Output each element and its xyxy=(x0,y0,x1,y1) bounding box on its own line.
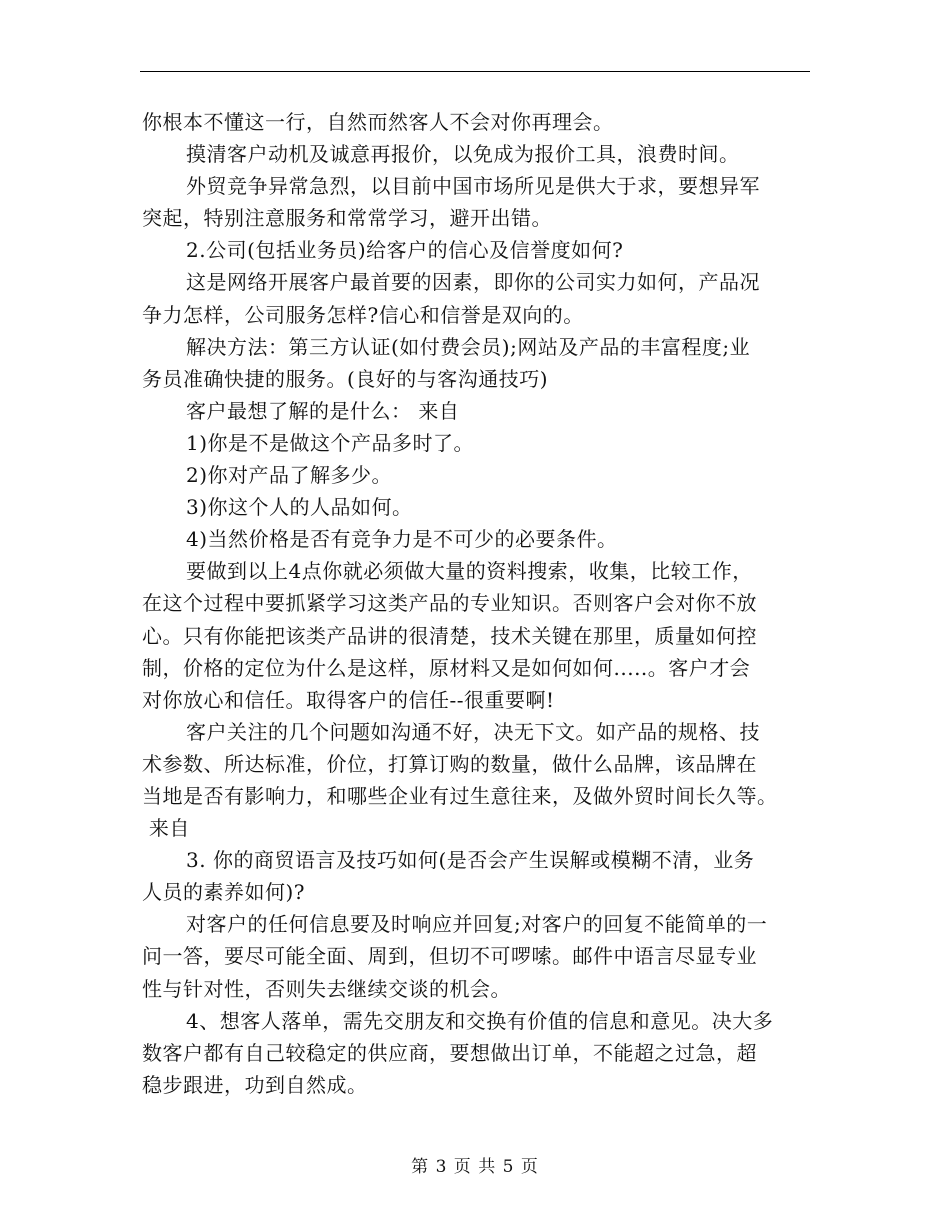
text-line: 数客户都有自己较稳定的供应商，要想做出订单，不能超之过急，超 xyxy=(142,1040,757,1065)
text-line: 来自 xyxy=(142,816,190,841)
header-rule xyxy=(140,71,810,72)
section-heading: 2.公司(包括业务员)给客户的信心及信誉度如何? xyxy=(186,238,624,263)
text-line: 摸清客户动机及诚意再报价，以免成为报价工具，浪费时间。 xyxy=(186,142,740,167)
text-line: 在这个过程中要抓紧学习这类产品的专业知识。否则客户会对你不放 xyxy=(142,591,757,616)
text-line: 对客户的任何信息要及时响应并回复;对客户的回复不能简单的一 xyxy=(186,912,768,937)
text-line: 你根本不懂这一行，自然而然客人不会对你再理会。 xyxy=(142,110,614,134)
text-line: 突起，特别注意服务和常常学习，避开出错。 xyxy=(142,206,552,231)
list-item: 1)你是不是做这个产品多时了。 xyxy=(186,430,475,455)
text-line: 对你放心和信任。取得客户的信任--很重要啊! xyxy=(142,687,555,712)
text-line: 心。只有你能把该类产品讲的很清楚，技术关键在那里，质量如何控 xyxy=(142,623,757,648)
text-line: 要做到以上4点你就必须做大量的资料搜索，收集，比较工作， xyxy=(186,559,753,584)
text-line: 制，价格的定位为什么是这样，原材料又是如何如何.....。客户才会 xyxy=(142,655,751,680)
text-line: 外贸竞争异常急烈，以目前中国市场所见是供大于求，要想异军 xyxy=(186,174,760,199)
text-line: 人员的素养如何)? xyxy=(142,880,306,905)
list-item: 2)你对产品了解多少。 xyxy=(186,463,393,488)
section-heading: 3. 你的商贸语言及技巧如何(是否会产生误解或模糊不清，业务 xyxy=(186,848,755,873)
text-line: 客户最想了解的是什么： 来自 xyxy=(186,398,460,423)
list-item: 3)你这个人的人品如何。 xyxy=(186,495,413,520)
text-line: 问一答，要尽可能全面、周到，但切不可啰嗦。邮件中语言尽显专业 xyxy=(142,944,757,969)
text-line: 解决方法：第三方认证(如付费会员);网站及产品的丰富程度;业 xyxy=(186,334,751,359)
text-line: 术参数、所达标准，价位，打算订购的数量，做什么品牌，该品牌在 xyxy=(142,751,757,776)
text-line: 务员准确快捷的服务。(良好的与客沟通技巧) xyxy=(142,366,549,391)
text-line: 当地是否有影响力，和哪些企业有过生意往来，及做外贸时间长久等。 xyxy=(142,783,778,808)
text-line: 这是网络开展客户最首要的因素，即你的公司实力如何，产品况 xyxy=(186,270,760,295)
page-number-footer: 第 3 页 共 5 页 xyxy=(411,1157,539,1177)
section-heading: 4、想客人落单，需先交朋友和交换有价值的信息和意见。决大多 xyxy=(186,1008,774,1033)
text-line: 客户关注的几个问题如沟通不好，决无下文。如产品的规格、技 xyxy=(186,719,760,744)
text-line: 稳步跟进，功到自然成。 xyxy=(142,1072,368,1097)
document-body xyxy=(142,106,810,1101)
list-item: 4)当然价格是否有竞争力是不可少的必要条件。 xyxy=(186,527,618,552)
text-line: 性与针对性，否则失去继续交谈的机会。 xyxy=(142,976,511,1001)
text-line: 争力怎样，公司服务怎样?信心和信誉是双向的。 xyxy=(142,302,584,327)
